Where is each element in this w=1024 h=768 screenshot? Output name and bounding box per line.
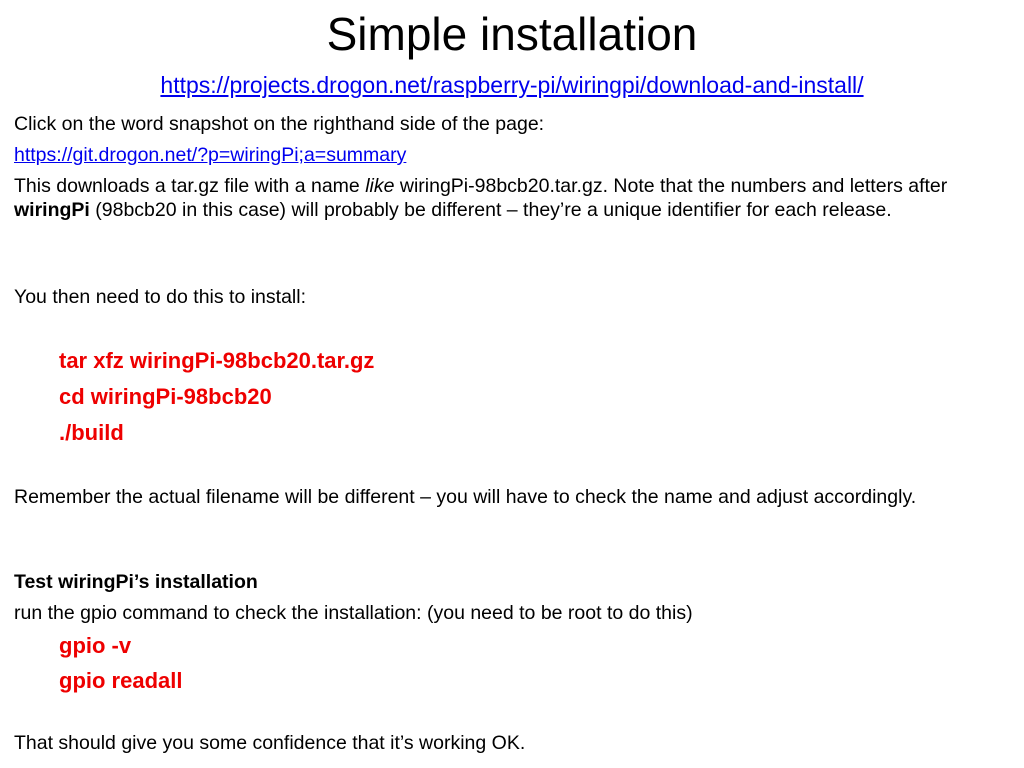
download-page-link[interactable]: https://projects.drogon.net/raspberry-pi/wiringpi/download-and-install/ bbox=[160, 72, 864, 98]
download-emphasis: like bbox=[365, 175, 395, 197]
install-command: ./build bbox=[59, 420, 124, 445]
test-command: gpio readall bbox=[59, 668, 183, 693]
test-heading: Test wiringPi’s installation bbox=[14, 571, 258, 593]
slide-title: Simple installation bbox=[326, 8, 698, 60]
git-link-line bbox=[14, 143, 1004, 167]
install-command: cd wiringPi-98bcb20 bbox=[59, 384, 272, 409]
test-instruction: run the gpio command to check the installation: (you need to be root to do this) bbox=[14, 602, 693, 624]
download-text-2: wiringPi-98bcb20.tar.gz. Note that the numbers and letters after bbox=[394, 175, 948, 197]
closing-note: That should give you some confidence that it’s working OK. bbox=[14, 732, 526, 754]
filename-note: Remember the actual filename will be different – you will have to check the name and adjust accordingly. bbox=[14, 486, 917, 508]
download-text-3: (98bcb20 in this case) will probably be different – they’re a unique identifier for each release. bbox=[89, 199, 892, 221]
git-summary-link[interactable]: https://git.drogon.net/?p=wiringPi;a=summary bbox=[14, 144, 407, 166]
install-intro: You then need to do this to install: bbox=[14, 286, 306, 308]
download-text-1: This downloads a tar.gz file with a name bbox=[14, 175, 366, 197]
install-command: tar xfz wiringPi-98bcb20.tar.gz bbox=[59, 348, 375, 373]
download-bold: wiringPi bbox=[14, 199, 90, 221]
download-paragraph bbox=[14, 174, 1004, 222]
test-command: gpio -v bbox=[59, 633, 132, 658]
snapshot-instruction: Click on the word snapshot on the righthand side of the page: bbox=[14, 113, 545, 135]
